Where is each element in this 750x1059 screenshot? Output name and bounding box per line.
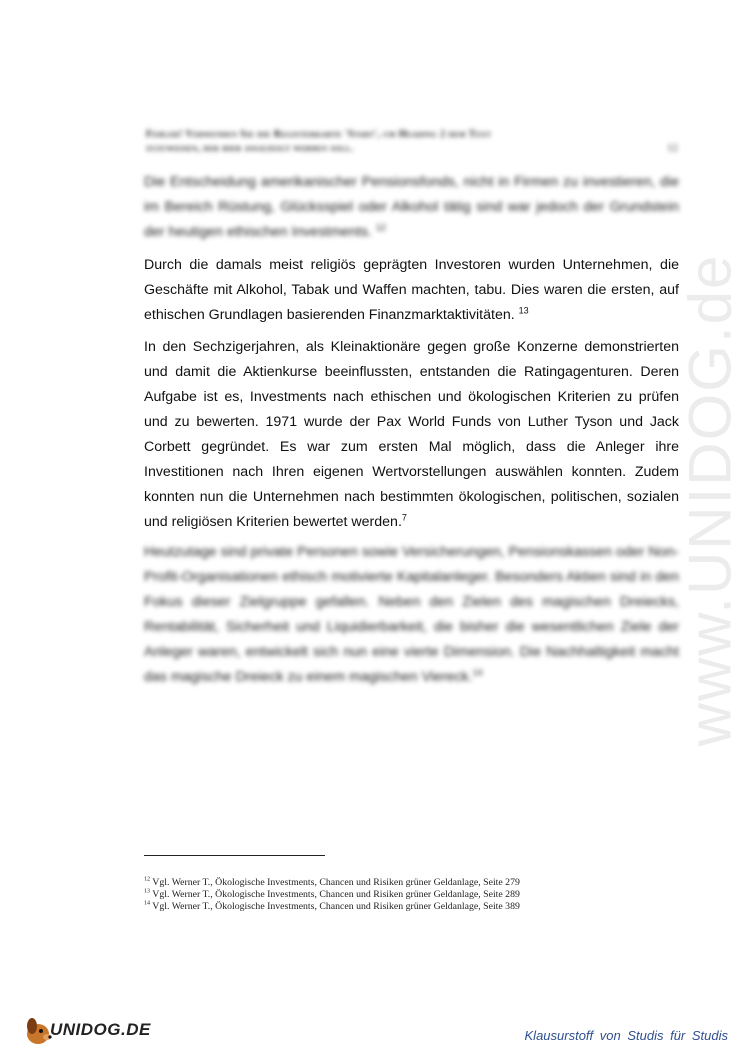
footnote-text: Vgl. Werner T., Ökologische Investments, Chancen und Risiken grüner Geldanlage, Seite 389 xyxy=(152,901,520,912)
paragraph-4-text: Heutzutage sind private Personen sowie Versicherungen, Pensionskassen oder Non-Profit-Organisationen ethisch motivierte Kapitalanleger. Besonders Aktien sind in den Fokus dieser Zielgruppe gefallen. Neben den Zielen des magischen Dreiecks, Rentabilität, Sicherheit und Liquidierbarkeit, die bisher die wesentlichen Ziele der Anleger waren, entwickelt sich nun eine vierte Dimension. Die Nachhaltigkeit macht das magische Dreieck zu einem magischen Viereck. xyxy=(144,544,679,685)
footnote-text: Vgl. Werner T., Ökologische Investments, Chancen und Risiken grüner Geldanlage, Seite 289 xyxy=(152,889,520,900)
footnote-ref-13: 13 xyxy=(518,305,529,316)
footnote-divider xyxy=(144,855,325,856)
page-number: 12 xyxy=(667,143,678,154)
paragraph-3 xyxy=(144,335,679,535)
footnote-text: Vgl. Werner T., Ökologische Investments, Chancen und Risiken grüner Geldanlage, Seite 279 xyxy=(152,877,520,888)
paragraph-2 xyxy=(144,253,679,328)
paragraph-3-text: In den Sechzigerjahren, als Kleinaktionäre gegen große Konzerne demonstrierten und damit die Aktienkurse beeinflussten, entstanden die Ratingagenturen. Deren Aufgabe ist es, Investments nach ethischen und ökologischen Kriterien zu prüfen und zu bewerten. 1971 wurde der Pax World Funds von Luther Tyson und Jack Corbett gegründet. Es war zum ersten Mal möglich, dass die Anleger ihre Investitionen nach Ihren eigenen Wertvorstellungen auswählen konnten. Zudem konnten nun die Unternehmen nach bestimmten ökologischen, politischen, sozialen und religiösen Kriterien bewertet werden. xyxy=(144,339,679,530)
footnote-ref-14: 14 xyxy=(472,667,483,678)
paragraph-1-text: Die Entscheidung amerikanischer Pensionsfonds, nicht in Firmen zu investieren, die im Bereich Rüstung, Glücksspiel oder Alkohol tätig sind war jedoch der Grundstein der heutigen ethischen Investments. xyxy=(144,174,679,240)
footnotes xyxy=(144,877,679,913)
paragraph-4 xyxy=(144,540,679,690)
heading-line-2: zuzuweisen, der hier angezeigt werden soll. xyxy=(146,143,354,154)
footnote-number: 13 xyxy=(144,888,150,895)
watermark: www.UNIDOG.de xyxy=(676,253,744,747)
paragraph-2-text: Durch die damals meist religiös geprägten Investoren wurden Unternehmen, die Geschäfte mit Alkohol, Tabak und Waffen machten, tabu. Dies waren die ersten, auf ethischen Grundlagen basierenden Finanzmarktaktivitäten. xyxy=(144,257,679,323)
paragraph-1 xyxy=(144,170,679,245)
tagline: Klausurstoff von Studis für Studis xyxy=(524,1028,728,1043)
section-heading xyxy=(146,128,678,156)
footnote-number: 14 xyxy=(144,900,150,907)
logo-text: UNIDOG.DE xyxy=(50,1020,151,1039)
heading-line-1: Fehler! Verwenden Sie die Registerkarte 'Start', um Heading 2 dem Text xyxy=(146,129,492,140)
footnote-ref-7: 7 xyxy=(401,512,407,523)
footnote-item xyxy=(144,901,679,913)
footnote-ref-12: 12 xyxy=(375,222,386,233)
footnote-item xyxy=(144,889,679,901)
footnote-number: 12 xyxy=(144,876,150,883)
footnote-item xyxy=(144,877,679,889)
